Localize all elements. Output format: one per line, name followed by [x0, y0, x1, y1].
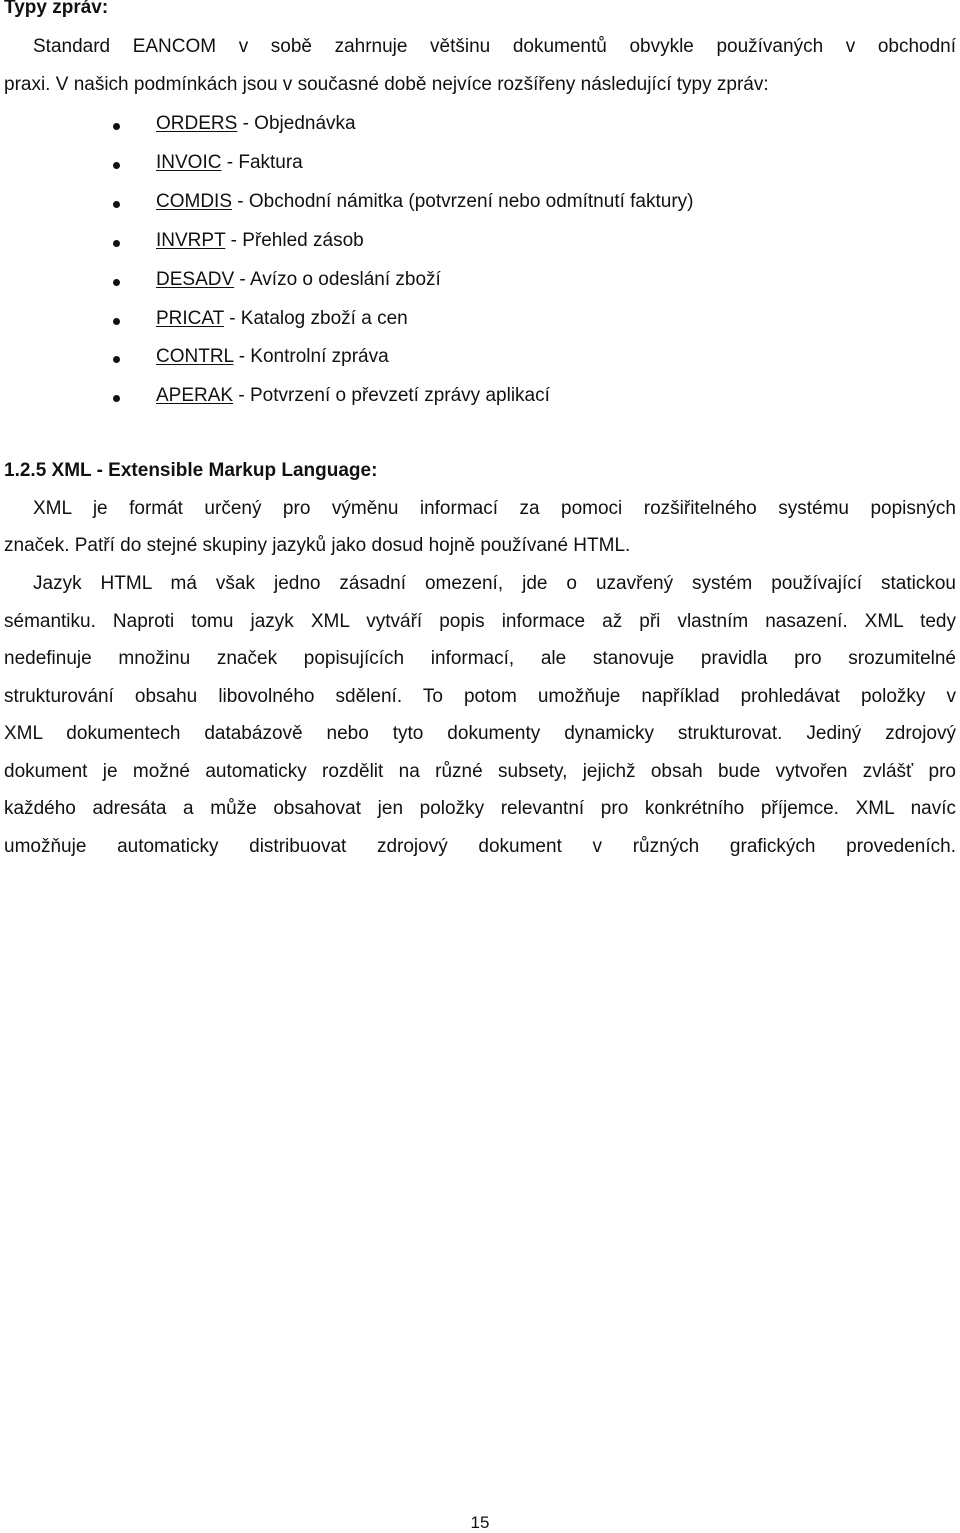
message-code: DESADV — [156, 269, 235, 290]
intro-paragraph-line-2: praxi. V našich podmínkách jsou v současné době nejvíce rozšířeny následující typy zpráv: — [4, 74, 769, 95]
xml-paragraph-line: značek. Patří do stejné skupiny jazyků jako dosud hojně používané HTML. — [4, 535, 631, 556]
message-code: APERAK — [156, 385, 234, 406]
list-item-text — [156, 152, 303, 174]
message-description: - Faktura — [221, 152, 303, 173]
xml-paragraph-line: strukturování obsahu libovolného sdělení. To potom umožňuje například prohledávat položky v — [4, 686, 956, 707]
xml-paragraph-line: nedefinuje množinu značek popisujících informací, ale stanovuje pravidla pro srozumitelné — [4, 648, 956, 669]
list-item-text — [156, 385, 550, 407]
xml-paragraph-line: sémantiku. Naproti tomu jazyk XML vytváří popis informace až při vlastním nasazení. XML tedy — [4, 611, 956, 632]
xml-paragraph-line: XML je formát určený pro výměnu informací za pomoci rozšiřitelného systému popisných — [33, 498, 956, 519]
message-description: - Avízo o odeslání zboží — [234, 269, 441, 290]
xml-paragraph-line: Jazyk HTML má však jedno zásadní omezení, jde o uzavřený systém používající statickou — [33, 573, 956, 594]
message-description: - Katalog zboží a cen — [223, 308, 408, 329]
bullet-icon — [113, 123, 120, 130]
bullet-icon — [113, 162, 120, 169]
bullet-icon — [113, 201, 120, 208]
message-description: - Kontrolní zpráva — [233, 346, 389, 367]
list-item-text — [156, 308, 408, 330]
message-code: PRICAT — [156, 308, 224, 329]
message-description: - Přehled zásob — [225, 230, 364, 251]
bullet-icon — [113, 395, 120, 402]
list-item-text — [156, 230, 364, 252]
list-item-text — [156, 113, 356, 135]
message-code: ORDERS — [156, 113, 238, 134]
bullet-icon — [113, 279, 120, 286]
bullet-icon — [113, 240, 120, 247]
xml-paragraph-line: každého adresáta a může obsahovat jen položky relevantní pro konkrétního příjemce. XML navíc — [4, 798, 956, 819]
message-code: COMDIS — [156, 191, 232, 212]
xml-section-heading: 1.2.5 XML - Extensible Markup Language: — [4, 460, 378, 481]
bullet-icon — [113, 356, 120, 363]
message-code: INVRPT — [156, 230, 226, 251]
message-code: INVOIC — [156, 152, 222, 173]
intro-paragraph-line-1: Standard EANCOM v sobě zahrnuje většinu dokumentů obvykle používaných v obchodní — [33, 36, 956, 57]
xml-paragraph-line: umožňuje automaticky distribuovat zdrojový dokument v různých grafických provedeních. — [4, 836, 956, 857]
message-types-heading: Typy zpráv: — [4, 0, 109, 18]
list-item-text — [156, 269, 441, 291]
message-code: CONTRL — [156, 346, 234, 367]
list-item-text — [156, 346, 389, 368]
bullet-icon — [113, 318, 120, 325]
message-description: - Objednávka — [237, 113, 356, 134]
page-number: 15 — [470, 1513, 490, 1532]
xml-paragraph-line: XML dokumentech databázově nebo tyto dokumenty dynamicky strukturovat. Jediný zdrojový — [4, 723, 956, 744]
xml-paragraph-line: dokument je možné automaticky rozdělit na různé subsety, jejichž obsah bude vytvořen zvlášť pro — [4, 761, 956, 782]
message-description: - Obchodní námitka (potvrzení nebo odmítnutí faktury) — [232, 191, 694, 212]
list-item-text — [156, 191, 694, 213]
message-description: - Potvrzení o převzetí zprávy aplikací — [233, 385, 550, 406]
